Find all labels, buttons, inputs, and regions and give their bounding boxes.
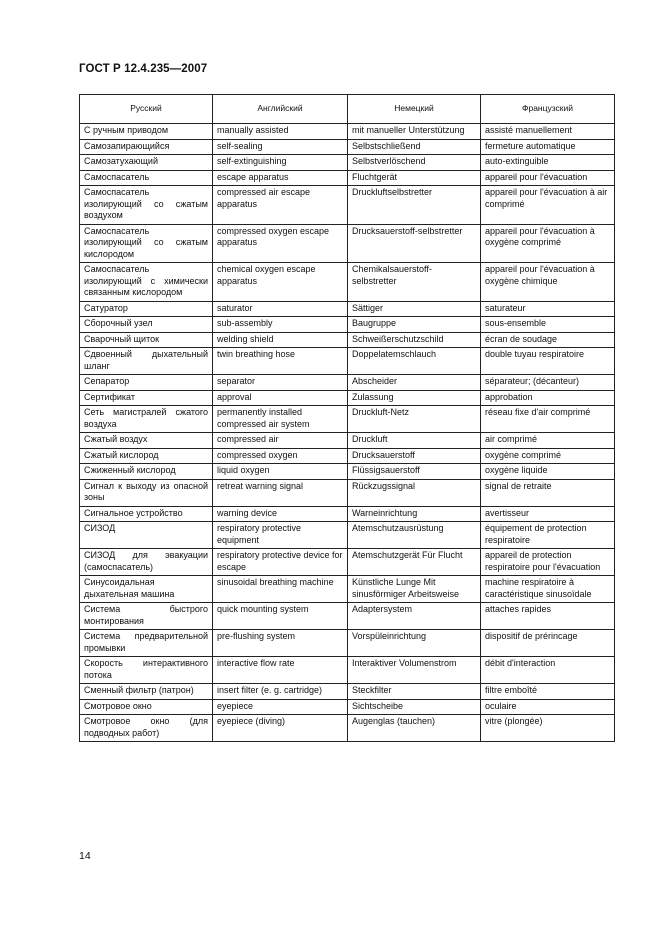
term-german: Druckluftselbstretter <box>348 186 481 225</box>
term-english: respiratory protective device for escape <box>213 549 348 576</box>
term-german: Atemschutzausrüstung <box>348 522 481 549</box>
term-french: avertisseur <box>481 506 615 522</box>
column-header-german: Немецкий <box>348 95 481 124</box>
term-french: appareil pour l'évacuation à air comprimé <box>481 186 615 225</box>
term-english: insert filter (e. g. cartridge) <box>213 684 348 700</box>
term-english: warning device <box>213 506 348 522</box>
term-russian: Смотровое окно <box>80 699 213 715</box>
term-english: compressed air escape apparatus <box>213 186 348 225</box>
term-russian: Самоспасатель изолирующий со сжатым воздухом <box>80 186 213 225</box>
term-german: Sättiger <box>348 301 481 317</box>
term-russian: Сборочный узел <box>80 317 213 333</box>
term-english: permanently installed compressed air system <box>213 406 348 433</box>
term-russian: СИЗОД для эвакуации (самоспасатель) <box>80 549 213 576</box>
term-french: approbation <box>481 390 615 406</box>
term-russian: С ручным приводом <box>80 124 213 140</box>
term-german: Sichtscheibe <box>348 699 481 715</box>
term-russian: Сжатый воздух <box>80 433 213 449</box>
term-english: sinusoidal breathing machine <box>213 576 348 603</box>
term-russian: Сжиженный кислород <box>80 464 213 480</box>
term-russian: Сигнальное устройство <box>80 506 213 522</box>
table-row <box>80 506 615 522</box>
terminology-table <box>79 94 615 742</box>
table-row <box>80 170 615 186</box>
table-row <box>80 464 615 480</box>
term-english: chemical oxygen escape apparatus <box>213 263 348 302</box>
term-german: mit manueller Unterstützung <box>348 124 481 140</box>
term-english: separator <box>213 375 348 391</box>
table-row <box>80 317 615 333</box>
table-row <box>80 139 615 155</box>
table-row <box>80 630 615 657</box>
term-french: auto-extinguible <box>481 155 615 171</box>
term-french: signal de retraite <box>481 479 615 506</box>
term-english: eyepiece (diving) <box>213 715 348 742</box>
term-english: twin breathing hose <box>213 348 348 375</box>
term-french: saturateur <box>481 301 615 317</box>
table-row <box>80 332 615 348</box>
page-number: 14 <box>79 850 91 862</box>
term-russian: Сдвоенный дыхательный шланг <box>80 348 213 375</box>
term-german: Zulassung <box>348 390 481 406</box>
table-row <box>80 576 615 603</box>
document-standard-code: ГОСТ Р 12.4.235—2007 <box>79 63 208 75</box>
column-header-english: Английский <box>213 95 348 124</box>
term-german: Druckluft-Netz <box>348 406 481 433</box>
term-russian: Сепаратор <box>80 375 213 391</box>
term-english: compressed oxygen escape apparatus <box>213 224 348 263</box>
table-row <box>80 433 615 449</box>
term-german: Drucksauerstoff <box>348 448 481 464</box>
term-english: welding shield <box>213 332 348 348</box>
term-german: Chemikalsauerstoff-selbstretter <box>348 263 481 302</box>
term-french: sous-ensemble <box>481 317 615 333</box>
term-german: Atemschutzgerät Für Flucht <box>348 549 481 576</box>
table-row <box>80 155 615 171</box>
term-german: Künstliche Lunge Mit sinusförmiger Arbeitsweise <box>348 576 481 603</box>
table-row <box>80 124 615 140</box>
term-german: Augenglas (tauchen) <box>348 715 481 742</box>
term-russian: Самоспасатель изолирующий с химически связанным кислородом <box>80 263 213 302</box>
term-russian: Сатуратор <box>80 301 213 317</box>
term-english: saturator <box>213 301 348 317</box>
term-french: vitre (plongée) <box>481 715 615 742</box>
term-english: respiratory protective equipment <box>213 522 348 549</box>
term-english: interactive flow rate <box>213 657 348 684</box>
term-german: Fluchtgerät <box>348 170 481 186</box>
term-english: approval <box>213 390 348 406</box>
term-english: manually assisted <box>213 124 348 140</box>
term-russian: Сигнал к выходу из опасной зоны <box>80 479 213 506</box>
table-row <box>80 375 615 391</box>
term-french: appareil de protection respiratoire pour l'évacuation <box>481 549 615 576</box>
table-row <box>80 603 615 630</box>
table-row <box>80 390 615 406</box>
table-row <box>80 684 615 700</box>
column-header-russian: Русский <box>80 95 213 124</box>
term-russian: Самозатухающий <box>80 155 213 171</box>
column-header-french: Французский <box>481 95 615 124</box>
term-french: machine respiratoire à caractéristique sinusoïdale <box>481 576 615 603</box>
term-russian: Сжатый кислород <box>80 448 213 464</box>
term-french: oxygène comprimé <box>481 448 615 464</box>
term-german: Adaptersystem <box>348 603 481 630</box>
term-german: Interaktiver Volumenstrom <box>348 657 481 684</box>
term-english: eyepiece <box>213 699 348 715</box>
term-french: oxygène liquide <box>481 464 615 480</box>
term-german: Druckluft <box>348 433 481 449</box>
term-french: filtre emboîté <box>481 684 615 700</box>
term-german: Rückzugssignal <box>348 479 481 506</box>
term-russian: Система быстрого монтирования <box>80 603 213 630</box>
table-row <box>80 715 615 742</box>
term-english: pre-flushing system <box>213 630 348 657</box>
table-header-row <box>80 95 615 124</box>
term-english: self-sealing <box>213 139 348 155</box>
table-row <box>80 348 615 375</box>
term-russian: Самоспасатель <box>80 170 213 186</box>
term-russian: Самоспасатель изолирующий со сжатым кислородом <box>80 224 213 263</box>
term-russian: Сеть магистралей сжатого воздуха <box>80 406 213 433</box>
term-german: Warneinrichtung <box>348 506 481 522</box>
term-german: Schweißerschutzschild <box>348 332 481 348</box>
term-french: réseau fixe d'air comprimé <box>481 406 615 433</box>
term-english: escape apparatus <box>213 170 348 186</box>
term-english: compressed air <box>213 433 348 449</box>
term-french: oculaire <box>481 699 615 715</box>
term-english: sub-assembly <box>213 317 348 333</box>
table-row <box>80 448 615 464</box>
term-russian: Смотровое окно (для подводных работ) <box>80 715 213 742</box>
term-french: appareil pour l'évacuation à oxygène comprimé <box>481 224 615 263</box>
table-row <box>80 301 615 317</box>
term-russian: Система предварительной промывки <box>80 630 213 657</box>
term-french: appareil pour l'évacuation à oxygène chimique <box>481 263 615 302</box>
term-french: dispositif de prérincage <box>481 630 615 657</box>
term-german: Selbstschließend <box>348 139 481 155</box>
table-row <box>80 263 615 302</box>
term-french: double tuyau respiratoire <box>481 348 615 375</box>
term-english: liquid oxygen <box>213 464 348 480</box>
term-french: écran de soudage <box>481 332 615 348</box>
table-row <box>80 699 615 715</box>
term-english: compressed oxygen <box>213 448 348 464</box>
term-russian: Самозапирающийся <box>80 139 213 155</box>
term-french: attaches rapides <box>481 603 615 630</box>
term-german: Steckfilter <box>348 684 481 700</box>
term-german: Baugruppe <box>348 317 481 333</box>
term-russian: Скорость интерактивного потока <box>80 657 213 684</box>
term-english: quick mounting system <box>213 603 348 630</box>
term-russian: Синусоидальная дыхательная машина <box>80 576 213 603</box>
term-french: air comprimé <box>481 433 615 449</box>
term-english: retreat warning signal <box>213 479 348 506</box>
term-french: séparateur; (décanteur) <box>481 375 615 391</box>
term-french: appareil pour l'évacuation <box>481 170 615 186</box>
table-row <box>80 522 615 549</box>
term-russian: Сертификат <box>80 390 213 406</box>
term-russian: СИЗОД <box>80 522 213 549</box>
term-german: Doppelatemschlauch <box>348 348 481 375</box>
term-french: équipement de protection respiratoire <box>481 522 615 549</box>
term-russian: Сварочный щиток <box>80 332 213 348</box>
table-row <box>80 549 615 576</box>
table-row <box>80 657 615 684</box>
term-german: Abscheider <box>348 375 481 391</box>
term-german: Flüssigsauerstoff <box>348 464 481 480</box>
table-row <box>80 406 615 433</box>
term-german: Vorspüleinrichtung <box>348 630 481 657</box>
term-german: Selbstverlöschend <box>348 155 481 171</box>
term-russian: Сменный фильтр (патрон) <box>80 684 213 700</box>
table-body <box>80 124 615 742</box>
term-french: assisté manuellement <box>481 124 615 140</box>
term-french: fermeture automatique <box>481 139 615 155</box>
term-english: self-extinguishing <box>213 155 348 171</box>
term-german: Drucksauerstoff-selbstretter <box>348 224 481 263</box>
table-row <box>80 186 615 225</box>
table-row <box>80 479 615 506</box>
table-row <box>80 224 615 263</box>
term-french: débit d'interaction <box>481 657 615 684</box>
